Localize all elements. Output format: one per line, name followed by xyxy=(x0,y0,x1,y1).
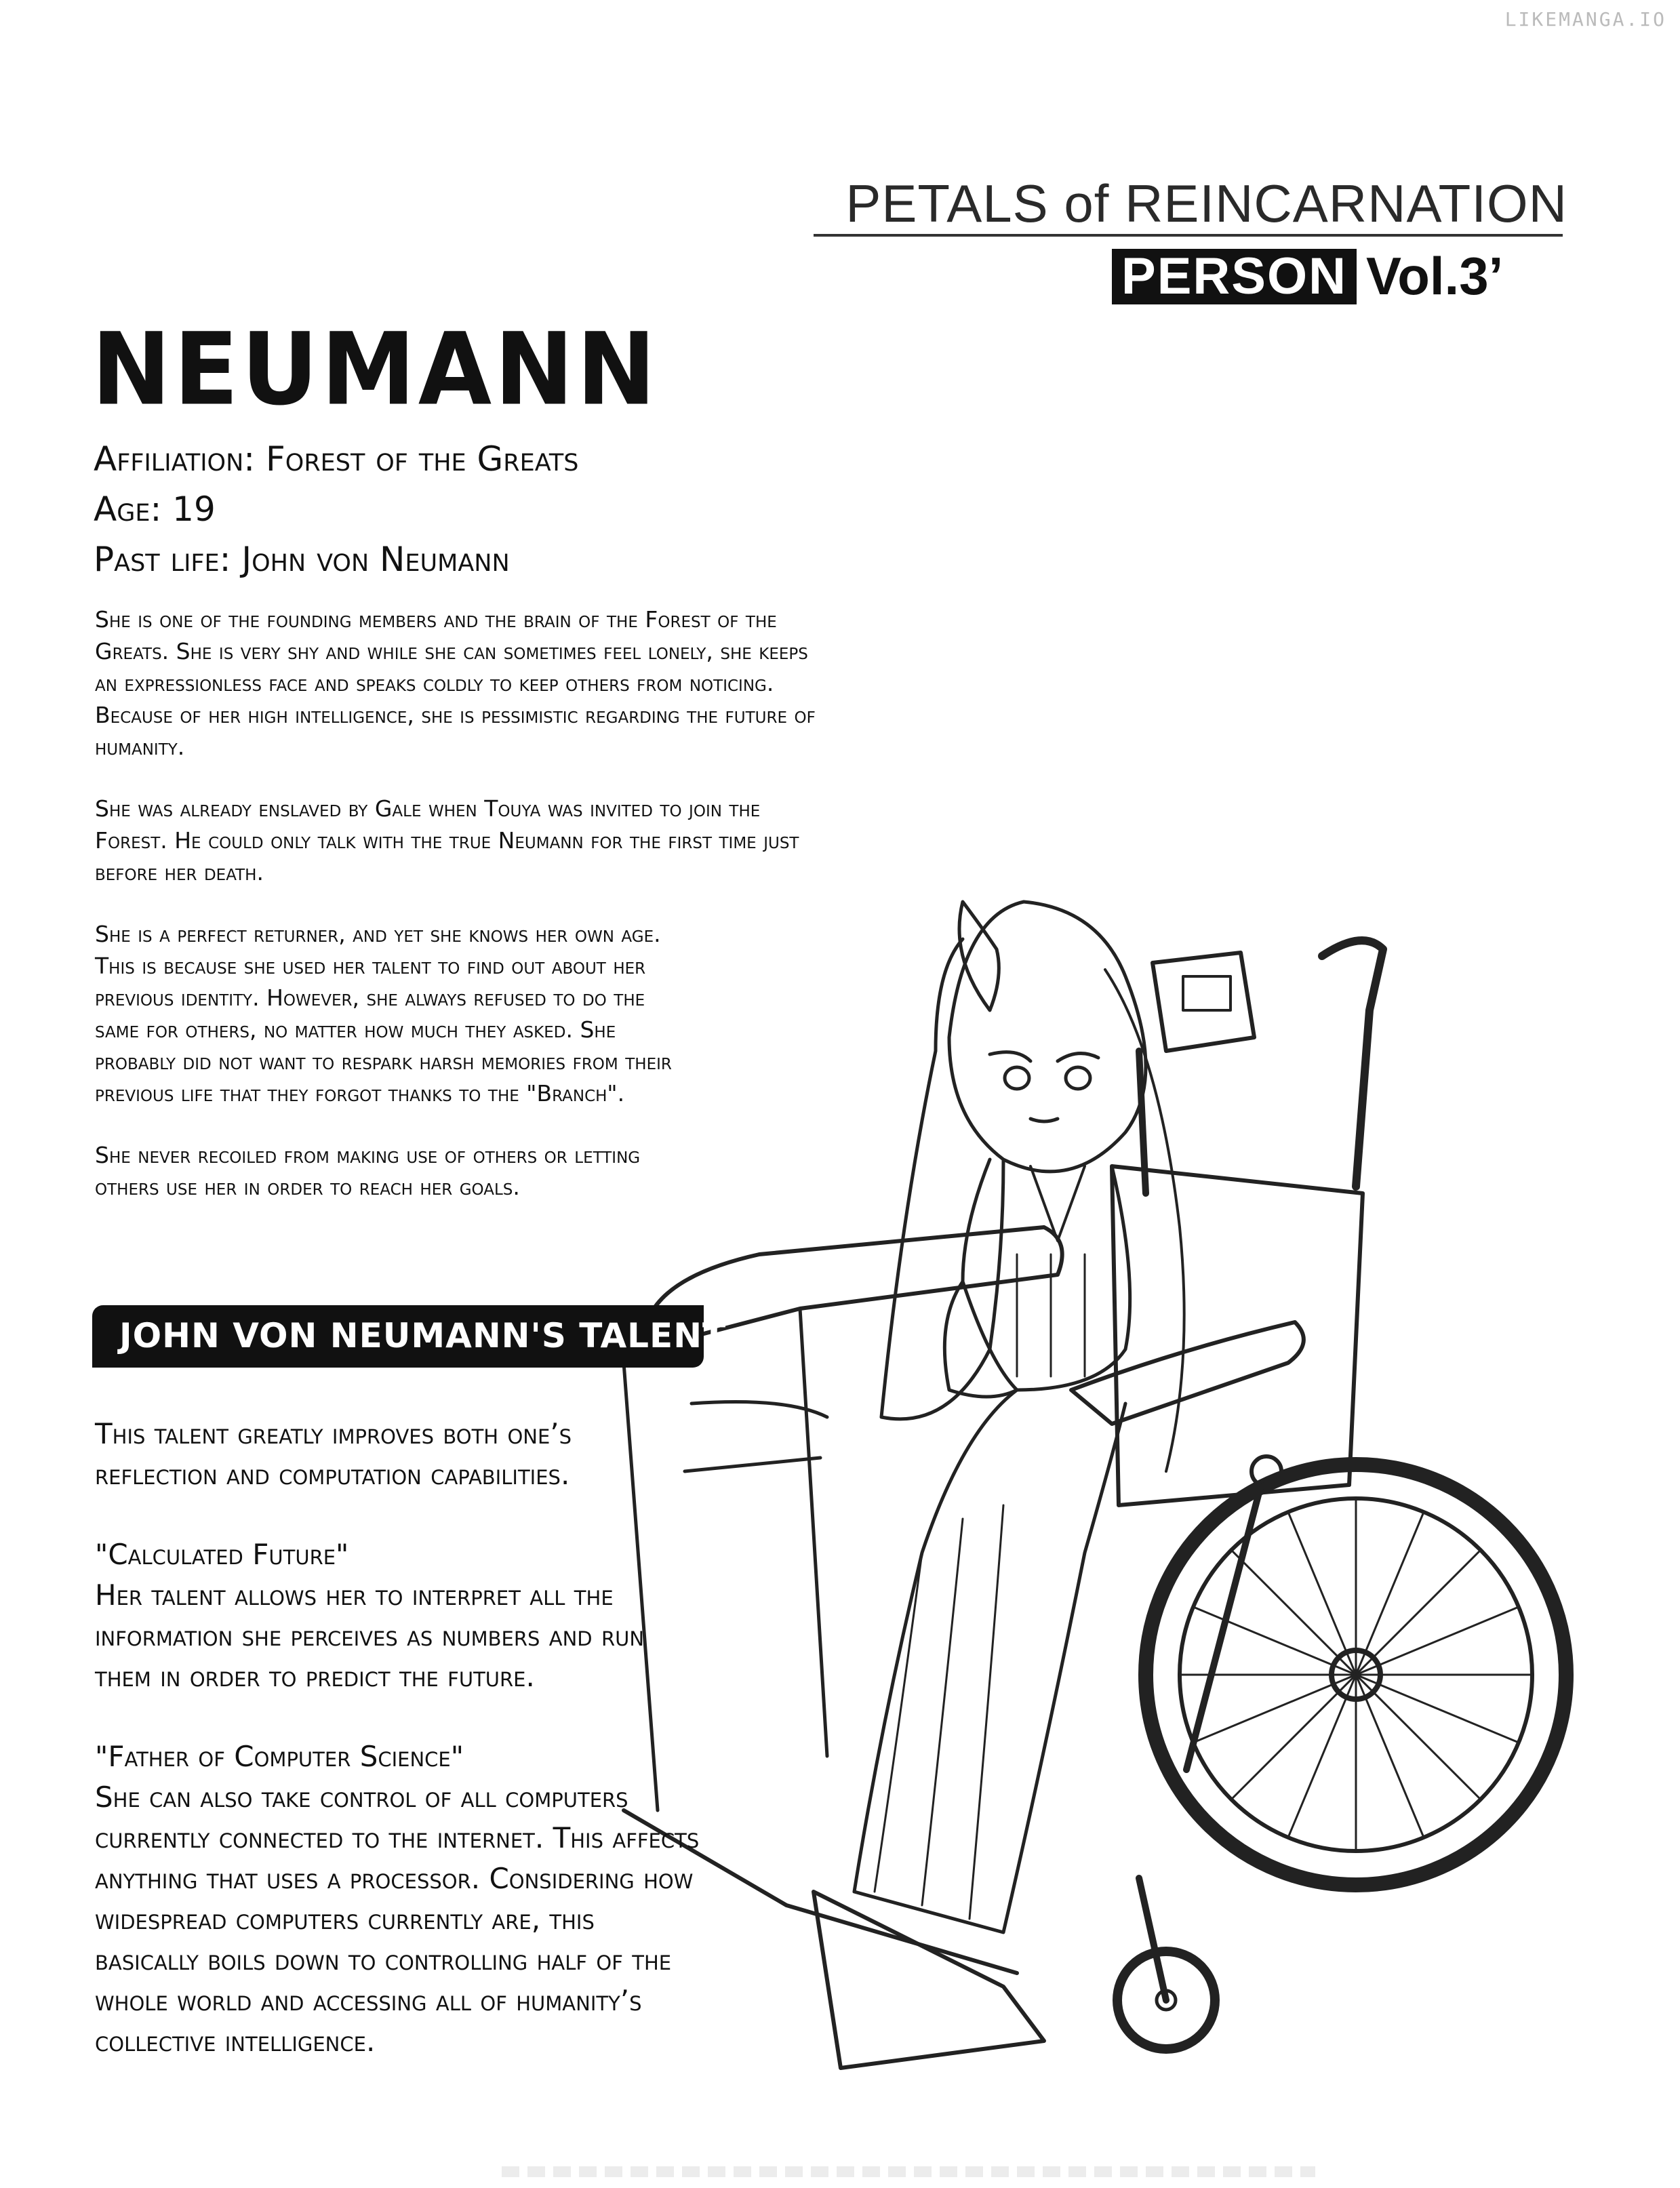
section-badge: PERSON xyxy=(1112,249,1357,304)
volume-number: Vol.3’ xyxy=(1365,246,1504,306)
bio-paragraph: She is one of the founding members and the brain of the Forest of the Greats. She is very shy and while she can sometimes feel lonely, she keeps an expressionless face and speaks coldly to keep others from noticing. Because of her high intelligence, she is pessimistic regarding the future of humanity. xyxy=(95,606,816,760)
talent-heading-text: JOHN VON NEUMANN'S TALENT xyxy=(119,1316,727,1355)
age-stat: Age: 19 xyxy=(94,490,216,529)
bio-paragraph: She was already enslaved by Gale when Touya was invited to join the Forest. He could only talk with the true Neumann for the first time just before her death. xyxy=(95,795,799,886)
character-name: NEUMANN xyxy=(92,312,659,429)
footer-faded-text xyxy=(502,2166,1315,2177)
volume-label xyxy=(1112,245,1503,307)
site-watermark: LIKEMANGA.IO xyxy=(1504,8,1666,31)
talent-paragraph: This talent greatly improves both one’s reflection and computation capabilities. xyxy=(95,1417,572,1491)
talent-heading xyxy=(92,1305,727,1368)
bio-paragraph: She never recoiled from making use of others or letting others use her in order to reach her goals. xyxy=(95,1142,641,1200)
talent-paragraph: "Calculated Future" Her talent allows her to interpret all the information she perceives as numbers and run them in order to predict the future. xyxy=(95,1538,645,1693)
series-title: PETALS of REINCARNATION xyxy=(845,174,1567,233)
talent-description xyxy=(95,1414,976,2101)
past-life-stat: Past life: John von Neumann xyxy=(94,540,510,579)
talent-paragraph: "Father of Computer Science" She can also take control of all computers currently connected to the internet. This affects anything that uses a processor. Considering how widespread computers currently are, this basically boils down to controlling half of the whole world and accessing all of humanity’s collective intelligence. xyxy=(95,1740,700,2058)
bio-paragraph: She is a perfect returner, and yet she knows her own age. This is because she used her talent to find out about her previous identity. However, she always refused to do the same for others, no matter how much they asked. She probably did not want to respark harsh memories from their previous life that they forgot thanks to the "Branch". xyxy=(95,921,672,1107)
character-stats xyxy=(94,434,579,584)
title-divider xyxy=(814,234,1563,237)
affiliation-stat: Affiliation: Forest of the Greats xyxy=(94,439,579,479)
